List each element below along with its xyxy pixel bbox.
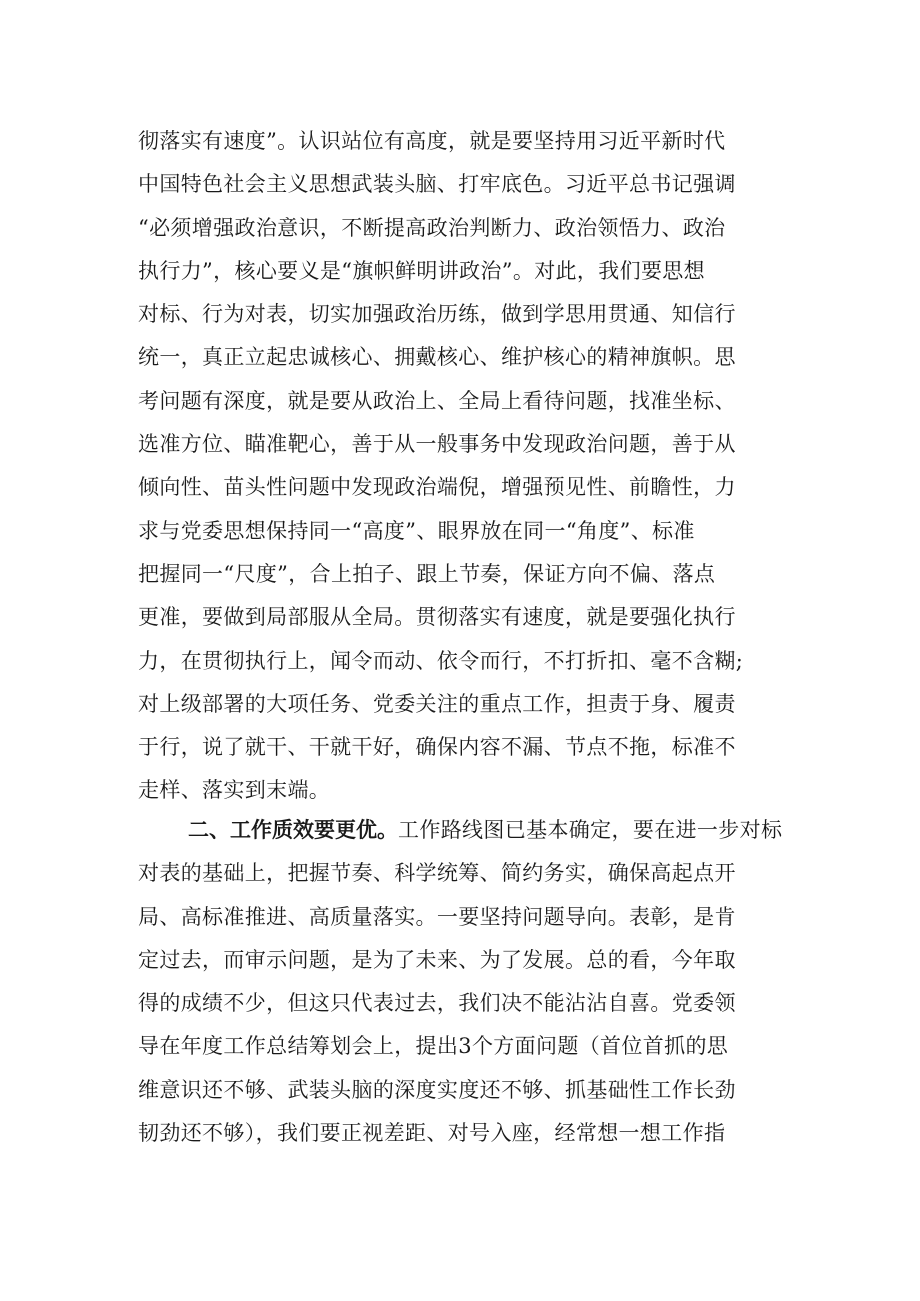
text-line: 考问题有深度，就是要从政治上、全局上看待问题，找准坐标、 [138,388,736,413]
text-line: 维意识还不够、武装头脑的深度实度还不够、抓基础性工作长劲 [138,1077,736,1102]
text-line-first [138,809,790,852]
text-line: “必须增强政治意识，不断提高政治判断力、政治领悟力、政治 [138,215,726,240]
text-line-rest: 工作路线图已基本确定，要在进一步对标 [398,818,783,842]
text-line: 对上级部署的大项任务、党委关注的重点工作，担责于身、履责 [138,691,736,716]
text-line: 中国特色社会主义思想武装头脑、打牢底色。习近平总书记强调 [138,172,736,197]
text-line: 对表的基础上，把握节奏、科学统筹、简约务实，确保高起点开 [138,861,736,886]
text-line: 彻落实有速度”。认识站位有高度，就是要坚持用习近平新时代 [138,129,726,153]
text-line: 导在年度工作总结筹划会上，提出3个方面问题（首位首抓的思 [138,1034,729,1059]
text-line: 选准方位、瞄准靶心，善于从一般事务中发现政治问题，善于从 [138,432,736,457]
text-line: 定过去，而审示问题，是为了未来、为了发展。总的看，今年取 [138,947,736,972]
text-line: 韧劲还不够），我们要正视差距、对号入座，经常想一想工作指 [138,1121,726,1146]
text-line: 局、高标准推进、高质量落实。一要坚持问题导向。表彰，是肯 [138,904,736,929]
text-line: 得的成绩不少，但这只代表过去，我们决不能沾沾自喜。党委领 [138,991,736,1016]
text-line: 走样、落实到末端。 [138,778,331,803]
section-heading: 二、工作质效要更优。 [188,818,398,842]
text-line: 倾向性、苗头性问题中发现政治端倪，增强预见性、前瞻性，力 [138,475,736,500]
text-line: 执行力”，核心要义是“旗帜鲜明讲政治”。对此，我们要思想 [138,258,706,283]
text-line: 把握同一“尺度”，合上拍子、跟上节奏，保证方向不偏、落点 [138,561,716,586]
text-line: 求与党委思想保持同一“高度”、眼界放在同一“角度”、标准 [138,518,695,543]
text-line: 更准，要做到局部服从全局。贯彻落实有速度，就是要强化执行 [138,605,736,630]
text-line: 力，在贯彻执行上，闻令而动、依令而行，不打折扣、毫不含糊; [138,648,744,673]
paragraph-2 [138,809,790,1155]
text-line: 统一，真正立起忠诚核心、拥戴核心、维护核心的精神旗帜。思 [138,345,736,370]
text-line: 于行，说了就干、干就干好，确保内容不漏、节点不拖，标准不 [138,735,736,760]
text-line: 对标、行为对表，切实加强政治历练，做到学思用贯通、知信行 [138,302,736,327]
paragraph-1 [138,120,790,813]
